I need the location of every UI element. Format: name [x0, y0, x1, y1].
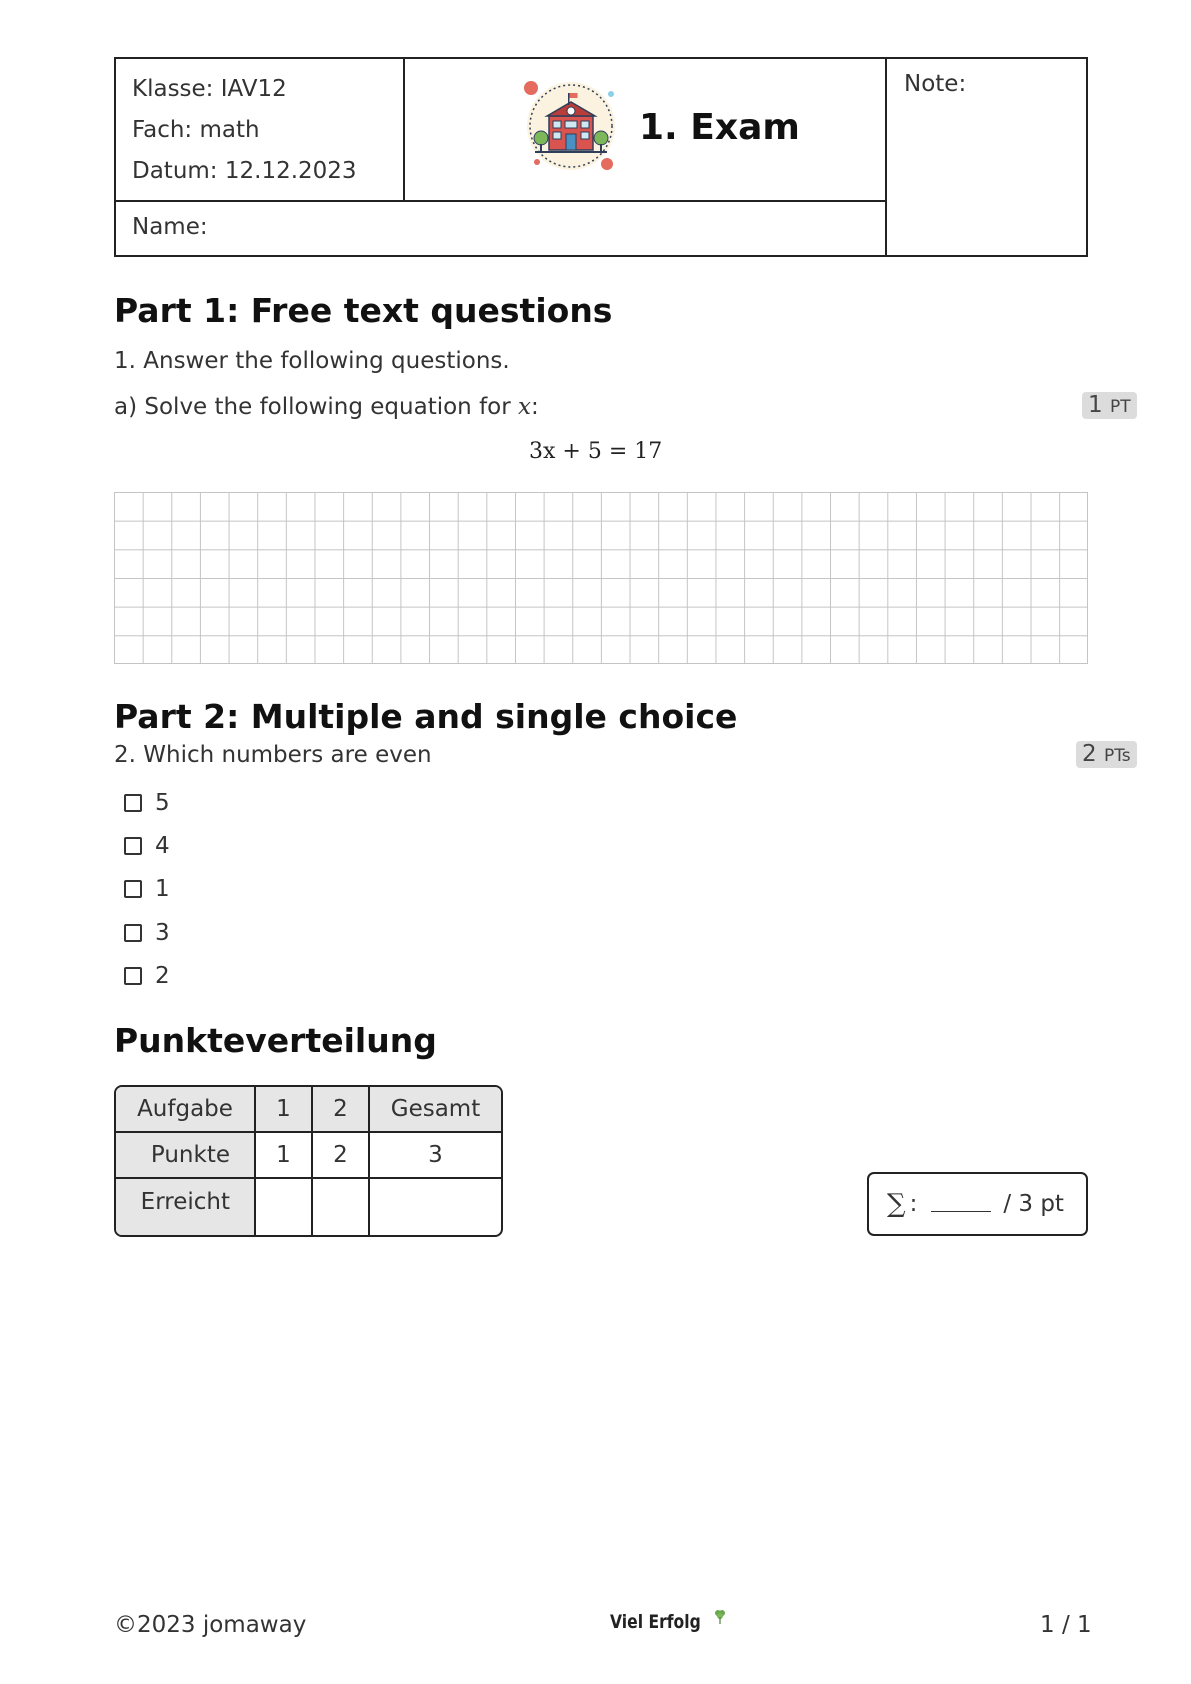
checkbox[interactable] [124, 924, 142, 942]
klasse-label: Klasse: IAV12 [132, 76, 287, 102]
header-divider [116, 200, 887, 202]
score-blank[interactable] [931, 1197, 991, 1212]
header-divider [403, 59, 405, 200]
clover-icon [713, 1609, 727, 1625]
part2-question: 2. Which numbers are even [114, 742, 432, 768]
points-heading: Punkteverteilung [114, 1021, 437, 1060]
table-header-cell: 1 [256, 1087, 313, 1133]
points-value: 2 [1082, 741, 1097, 767]
exam-header [114, 57, 1088, 257]
points-table [114, 1085, 503, 1237]
header-divider [885, 59, 887, 255]
part2-heading: Part 2: Multiple and single choice [114, 697, 738, 736]
table-header-cell: Aufgabe [116, 1087, 256, 1133]
table-row-label: Erreicht [116, 1179, 256, 1235]
option-label: 1 [155, 876, 170, 902]
checkbox[interactable] [124, 880, 142, 898]
footer-page-number: 1 / 1 [1040, 1612, 1092, 1638]
option-label: 3 [155, 920, 170, 946]
sigma-icon: ∑ [887, 1189, 906, 1219]
points-badge-q2 [1076, 741, 1137, 768]
school-logo-icon [521, 76, 621, 176]
option-label: 2 [155, 963, 170, 989]
score-sum-box [867, 1172, 1088, 1236]
footer-center-text: Viel Erfolg [610, 1611, 701, 1633]
points-value: 1 [1088, 392, 1103, 418]
option-item[interactable] [124, 963, 170, 989]
table-header-cell: Gesamt [370, 1087, 501, 1133]
option-label: 4 [155, 833, 170, 859]
part1-heading: Part 1: Free text questions [114, 291, 613, 330]
points-badge-q1 [1082, 392, 1137, 419]
points-unit: PTs [1103, 746, 1131, 766]
table-row-label: Punkte [116, 1133, 256, 1179]
sum-total: / 3 pt [1003, 1191, 1064, 1217]
fach-label: Fach: math [132, 117, 260, 143]
name-field[interactable]: Name: [132, 214, 208, 240]
option-item[interactable] [124, 833, 170, 859]
table-cell: 1 [256, 1133, 313, 1179]
table-cell: 3 [370, 1133, 501, 1179]
footer-copyright: ©2023 jomaway [114, 1612, 307, 1638]
points-unit: PT [1109, 397, 1131, 417]
option-item[interactable] [124, 876, 170, 902]
answer-grid[interactable] [114, 492, 1088, 664]
checkbox[interactable] [124, 967, 142, 985]
datum-label: Datum: 12.12.2023 [132, 158, 357, 184]
question-a-colon: : [531, 394, 539, 420]
table-cell-input[interactable] [256, 1179, 313, 1235]
option-item[interactable] [124, 920, 170, 946]
table-cell: 2 [313, 1133, 370, 1179]
sum-colon: : [909, 1191, 918, 1217]
question-a [114, 394, 539, 420]
option-item[interactable] [124, 790, 170, 816]
table-header-cell: 2 [313, 1087, 370, 1133]
table-cell-input[interactable] [313, 1179, 370, 1235]
footer-center [610, 1611, 727, 1633]
note-field[interactable]: Note: [904, 71, 967, 97]
equation: 3x + 5 = 17 [529, 439, 663, 464]
option-label: 5 [155, 790, 170, 816]
checkbox[interactable] [124, 794, 142, 812]
part1-instruction: 1. Answer the following questions. [114, 348, 510, 374]
checkbox[interactable] [124, 837, 142, 855]
question-a-variable: x [518, 394, 531, 420]
question-a-text: a) Solve the following equation for [114, 394, 511, 420]
exam-title: 1. Exam [639, 107, 800, 148]
table-cell-input[interactable] [370, 1179, 501, 1235]
